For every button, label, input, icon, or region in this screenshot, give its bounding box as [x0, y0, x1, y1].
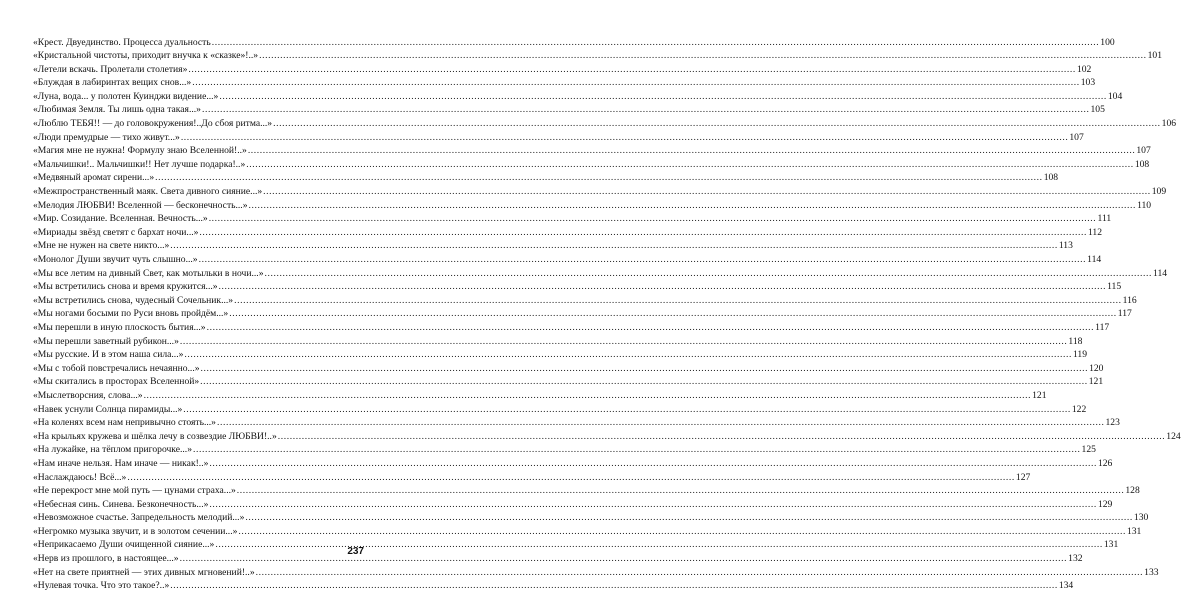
toc-entry-title: «Нулевая точка. Что это такое?..»: [33, 580, 170, 592]
toc-entry: [33, 457, 1113, 471]
toc-entry-page: 121: [1032, 389, 1047, 401]
toc-entry-title: «Мы с тобой повстречались нечаянно...»: [33, 362, 200, 374]
dot-leader: [200, 375, 1088, 389]
toc-entry-title: «Кристальной чистоты, приходит внучка к «сказке»!..»: [33, 50, 259, 62]
toc-entry-page: 130: [1133, 512, 1149, 524]
toc-entry: [33, 76, 1096, 90]
dot-leader: [183, 403, 1071, 417]
dot-leader: [245, 511, 1133, 525]
toc-entry: [33, 131, 1084, 145]
dot-leader: [278, 430, 1166, 444]
dot-leader: [217, 416, 1105, 430]
toc-entry-title: «Блуждая в лабиринтах вещих снов...»: [33, 77, 192, 89]
toc-entry-page: 131: [1103, 539, 1119, 551]
toc-entry: [33, 335, 1083, 349]
toc-entry: [33, 49, 1163, 63]
toc-entry: [33, 63, 1092, 77]
toc-entry-page: 127: [1015, 471, 1031, 483]
toc-entry: [33, 525, 1142, 539]
toc-entry: [33, 362, 1104, 376]
toc-entry-title: «Крест. Двуединство. Процесса дуальность: [33, 36, 211, 48]
toc-entry: [33, 430, 1181, 444]
toc-entry: [33, 443, 1096, 457]
toc-entry-page: 111: [1097, 213, 1112, 225]
toc-entry-title: «Навек уснули Солнца пирамиды...»: [33, 403, 183, 415]
toc-entry-page: 107: [1069, 131, 1084, 143]
toc-entry-page: 129: [1097, 498, 1113, 510]
toc-entry: [33, 321, 1110, 335]
toc-entry-title: «На лужайке, на тёплом пригорочке...»: [33, 444, 192, 456]
toc-entry-title: «Мальчишки!.. Мальчишки!! Нет лучше подарка!..»: [33, 158, 246, 170]
dot-leader: [201, 362, 1089, 376]
toc-entry-page: 104: [1107, 90, 1123, 102]
toc-entry-page: 116: [1122, 294, 1137, 306]
toc-entry-title: «Нет на свете приятней — этих дивных мгновений!..»: [33, 566, 255, 578]
toc-entry: [33, 403, 1087, 417]
toc-entry: [33, 158, 1150, 172]
toc-entry-title: «Летели вскачь. Пролетали столетия»: [33, 63, 188, 75]
dot-leader: [199, 253, 1087, 267]
dot-leader: [249, 199, 1137, 213]
dot-leader: [265, 267, 1153, 281]
toc-entry-title: «Наслаждаюсь! Всё...»: [33, 471, 127, 483]
dot-leader: [256, 566, 1144, 580]
dot-leader: [144, 389, 1032, 403]
toc-entry: [33, 348, 1087, 362]
toc-entry-page: 122: [1071, 403, 1087, 415]
toc-entry-title: «Нам иначе нельзя. Нам иначе — никак!..»: [33, 457, 209, 469]
toc-entry-page: 114: [1153, 267, 1168, 279]
toc-entry-title: «Не перекрост мне мой путь — цунами страха...»: [33, 485, 236, 497]
toc-entry-page: 101: [1147, 50, 1163, 62]
toc-entry-title: «Мелодия ЛЮБВИ! Вселенной — бесконечность...»: [33, 199, 248, 211]
toc-entry-title: «Нерв из прошлого, в настоящее...»: [33, 553, 179, 565]
toc-entry: [33, 552, 1083, 566]
toc-entry: [33, 185, 1167, 199]
dot-leader: [229, 307, 1117, 321]
toc-entry-page: 119: [1072, 349, 1087, 361]
dot-leader: [184, 348, 1072, 362]
page-number: 237: [347, 546, 364, 557]
toc-entry-title: «Невозможное счастье. Запредельность мелодий...»: [33, 512, 245, 524]
toc-entry-title: «Медвяный аромат сирени...»: [33, 172, 155, 184]
toc-entry-page: 113: [1058, 240, 1073, 252]
toc-entry-title: «Мы ногами босыми по Руси вновь пройдём...»: [33, 308, 229, 320]
toc-entry: [33, 307, 1132, 321]
toc-entry: [33, 171, 1059, 185]
toc-entry-page: 124: [1166, 430, 1181, 442]
toc-entry-page: 126: [1097, 457, 1113, 469]
toc-entry-title: «Мы перешли заветный рубикон...»: [33, 335, 179, 347]
toc-entry-title: «Люди премудрые — тихо живут...»: [33, 131, 180, 143]
toc-entry-page: 117: [1117, 308, 1132, 320]
toc-entry: [33, 253, 1102, 267]
toc-entry: [33, 226, 1103, 240]
toc-entry-page: 131: [1126, 525, 1142, 537]
toc-entry: [33, 416, 1120, 430]
dot-leader: [127, 471, 1015, 485]
toc-entry: [33, 579, 1074, 593]
toc-entry-page: 123: [1105, 417, 1120, 429]
dot-leader: [180, 552, 1068, 566]
dot-leader: [263, 185, 1151, 199]
toc-entry-title: «Мириады звёзд светят с бархат ночи...»: [33, 226, 199, 238]
toc-entry-page: 108: [1134, 158, 1150, 170]
toc-entry-page: 102: [1076, 63, 1092, 75]
dot-leader: [192, 76, 1080, 90]
toc-entry-title: «Луна, вода... у полотен Куинджи видение...»: [33, 90, 219, 102]
toc-entry-title: «На коленях всем нам непривычно стоять...»: [33, 417, 216, 429]
dot-leader: [238, 525, 1126, 539]
table-of-contents: [33, 36, 1181, 593]
toc-entry: [33, 389, 1047, 403]
dot-leader: [219, 280, 1107, 294]
toc-entry-title: «Мне не нужен на свете никто...»: [33, 240, 170, 252]
toc-entry: [33, 267, 1168, 281]
toc-entry-page: 112: [1087, 226, 1103, 238]
dot-leader: [234, 294, 1122, 308]
toc-entry-page: 121: [1088, 376, 1104, 388]
toc-entry: [33, 199, 1152, 213]
toc-entry-title: «Негромко музыка звучит, и в золотом сечении...»: [33, 525, 238, 537]
toc-entry: [33, 280, 1122, 294]
toc-entry-title: «На крыльях кружева и шёлка лечу в созвездие ЛЮБВИ!..»: [33, 430, 277, 442]
dot-leader: [212, 36, 1100, 50]
toc-entry: [33, 90, 1123, 104]
toc-entry: [33, 471, 1031, 485]
dot-leader: [209, 457, 1097, 471]
toc-entry-page: 120: [1089, 362, 1104, 374]
toc-entry: [33, 294, 1137, 308]
toc-entry-page: 118: [1068, 335, 1083, 347]
dot-leader: [155, 171, 1043, 185]
dot-leader: [219, 90, 1107, 104]
toc-entry-page: 107: [1136, 145, 1151, 157]
dot-leader: [170, 239, 1058, 253]
dot-leader: [209, 212, 1097, 226]
dot-leader: [181, 131, 1069, 145]
toc-entry-title: «Неприкасаемо Души очищенной сияние...»: [33, 539, 215, 551]
toc-entry-page: 109: [1151, 186, 1167, 198]
toc-entry-title: «Мы встретились снова, чудесный Сочельник...»: [33, 294, 234, 306]
toc-entry-page: 133: [1144, 566, 1159, 578]
toc-entry-page: 132: [1068, 553, 1083, 565]
toc-entry-page: 117: [1095, 321, 1110, 333]
toc-entry: [33, 239, 1073, 253]
toc-entry: [33, 117, 1177, 131]
toc-entry-page: 110: [1137, 199, 1152, 211]
toc-entry: [33, 498, 1113, 512]
toc-entry: [33, 511, 1149, 525]
dot-leader: [188, 63, 1076, 77]
toc-entry-title: «Небесная синь. Синева. Безконечность...»: [33, 498, 209, 510]
toc-entry: [33, 144, 1151, 158]
dot-leader: [180, 335, 1068, 349]
toc-entry-title: «Мы все летим на дивный Свет, как мотыльки в ночи...»: [33, 267, 264, 279]
dot-leader: [259, 49, 1147, 63]
toc-entry-page: 134: [1058, 580, 1074, 592]
dot-leader: [273, 117, 1161, 131]
toc-entry-title: «Любимая Земля. Ты лишь одна такая...»: [33, 104, 201, 116]
toc-entry-title: «Мы перешли в иную плоскость бытия...»: [33, 321, 206, 333]
toc-entry-title: «Монолог Души звучит чуть слышно...»: [33, 254, 198, 265]
toc-entry-page: 128: [1125, 485, 1140, 497]
dot-leader: [209, 498, 1097, 512]
dot-leader: [207, 321, 1095, 335]
toc-entry-page: 105: [1090, 104, 1105, 116]
toc-entry-title: «Люблю ТЕБЯ!! — до головокружения!..До сбоя ритма...»: [33, 118, 273, 130]
toc-entry-page: 108: [1043, 172, 1059, 184]
toc-entry-title: «Мы русские. И в этом наша сила...»: [33, 349, 184, 361]
toc-entry-title: «Межпространственный маяк. Света дивного сияние...»: [33, 186, 263, 198]
toc-entry: [33, 566, 1159, 580]
toc-entry: [33, 212, 1112, 226]
toc-entry-title: «Мыслетворсния, слова...»: [33, 389, 143, 401]
toc-entry: [33, 103, 1105, 117]
toc-entry-page: 125: [1081, 444, 1096, 456]
toc-entry-page: 106: [1161, 118, 1177, 130]
toc-entry-title: «Магия мне не нужна! Формулу знаю Вселенной!..»: [33, 145, 247, 157]
dot-leader: [248, 144, 1136, 158]
toc-entry-title: «Мир. Созидание. Вселенная. Вечность...»: [33, 213, 208, 225]
toc-entry: [33, 36, 1115, 50]
toc-entry: [33, 484, 1140, 498]
dot-leader: [170, 579, 1058, 593]
dot-leader: [193, 443, 1081, 457]
toc-entry: [33, 375, 1104, 389]
dot-leader: [199, 226, 1087, 240]
toc-entry-page: 115: [1107, 281, 1122, 293]
toc-entry-title: «Мы встретились снова и время кружится...»: [33, 281, 218, 293]
dot-leader: [202, 103, 1090, 117]
toc-entry-title: «Мы скитались в просторах Вселенной»: [33, 376, 200, 388]
toc-entry-page: 103: [1080, 77, 1096, 89]
dot-leader: [237, 484, 1125, 498]
toc-entry-page: 114: [1087, 254, 1102, 265]
toc-entry-page: 100: [1100, 36, 1115, 48]
dot-leader: [246, 158, 1134, 172]
